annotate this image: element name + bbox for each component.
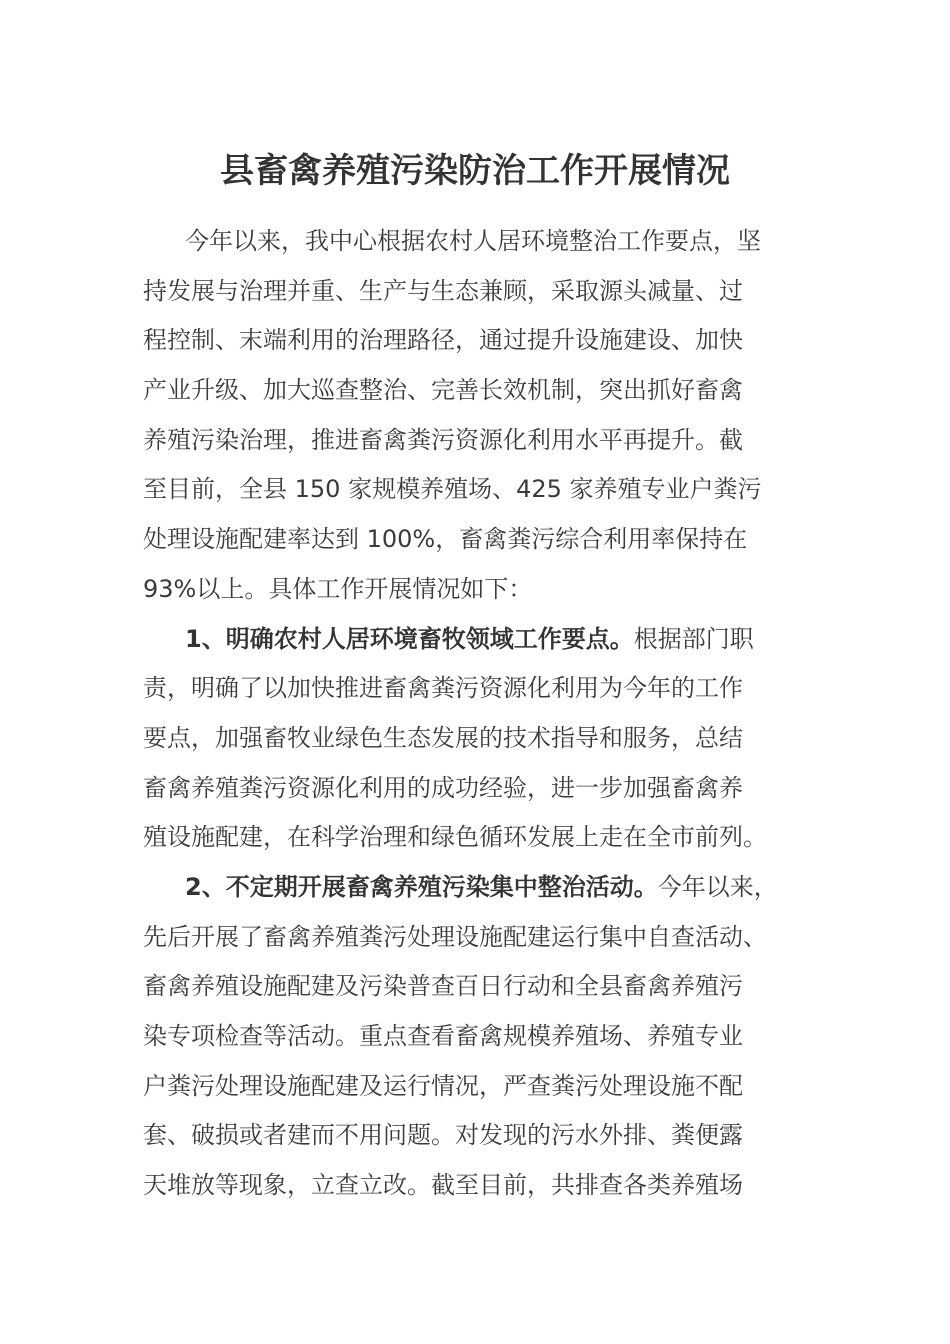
paragraph-line: 产业升级、加大巡查整治、完善长效机制，突出抓好畜禽 bbox=[143, 376, 743, 405]
section-first-line bbox=[143, 863, 808, 913]
section-first-line bbox=[143, 615, 808, 665]
paragraph-line: 户粪污处理设施配建及运行情况，严查粪污处理设施不配 bbox=[143, 1071, 743, 1100]
paragraph-line: 养殖污染治理，推进畜禽粪污资源化利用水平再提升。截 bbox=[143, 425, 743, 454]
section-heading-1: 1、明确农村人居环境畜牧领域工作要点。 bbox=[185, 624, 634, 653]
paragraph-line: 93%以上。具体工作开展情况如下： bbox=[143, 574, 533, 603]
paragraph-text: 今年以来， bbox=[657, 872, 778, 901]
paragraph-line: 至目前，全县 150 家规模养殖场、425 家养殖专业户粪污 bbox=[143, 475, 762, 504]
paragraph-line: 畜禽养殖粪污资源化利用的成功经验，进一步加强畜禽养 bbox=[143, 773, 743, 802]
paragraph-line: 程控制、末端利用的治理路径，通过提升设施建设、加快 bbox=[143, 326, 743, 355]
paragraph-line: 处理设施配建率达到 100%，畜禽粪污综合利用率保持在 bbox=[143, 525, 748, 554]
paragraph-text: 根据部门职 bbox=[633, 624, 754, 653]
paragraph-line: 责，明确了以加快推进畜禽粪污资源化利用为今年的工作 bbox=[143, 674, 743, 703]
paragraph-line: 畜禽养殖设施配建及污染普查百日行动和全县畜禽养殖污 bbox=[143, 972, 743, 1001]
document-title: 县畜禽养殖污染防治工作开展情况 bbox=[220, 151, 730, 191]
section-heading-2: 2、不定期开展畜禽养殖污染集中整治活动。 bbox=[185, 872, 658, 901]
paragraph-line: 染专项检查等活动。重点查看畜禽规模养殖场、养殖专业 bbox=[143, 1022, 743, 1050]
paragraph-line: 天堆放等现象，立查立改。截至目前，共排查各类养殖场 bbox=[143, 1171, 743, 1200]
paragraph-line: 殖设施配建，在科学治理和绿色循环发展上走在全市前列。 bbox=[143, 823, 767, 852]
paragraph-line: 今年以来，我中心根据农村人居环境整治工作要点，坚 bbox=[185, 227, 761, 255]
document-body bbox=[143, 217, 808, 1211]
paragraph-line: 先后开展了畜禽养殖粪污处理设施配建运行集中自查活动、 bbox=[143, 922, 767, 951]
paragraph-line: 要点，加强畜牧业绿色生态发展的技术指导和服务，总结 bbox=[143, 723, 743, 752]
paragraph-line: 持发展与治理并重、生产与生态兼顾，采取源头减量、过 bbox=[143, 276, 743, 305]
paragraph-line: 套、破损或者建而不用问题。对发现的污水外排、粪便露 bbox=[143, 1121, 743, 1150]
